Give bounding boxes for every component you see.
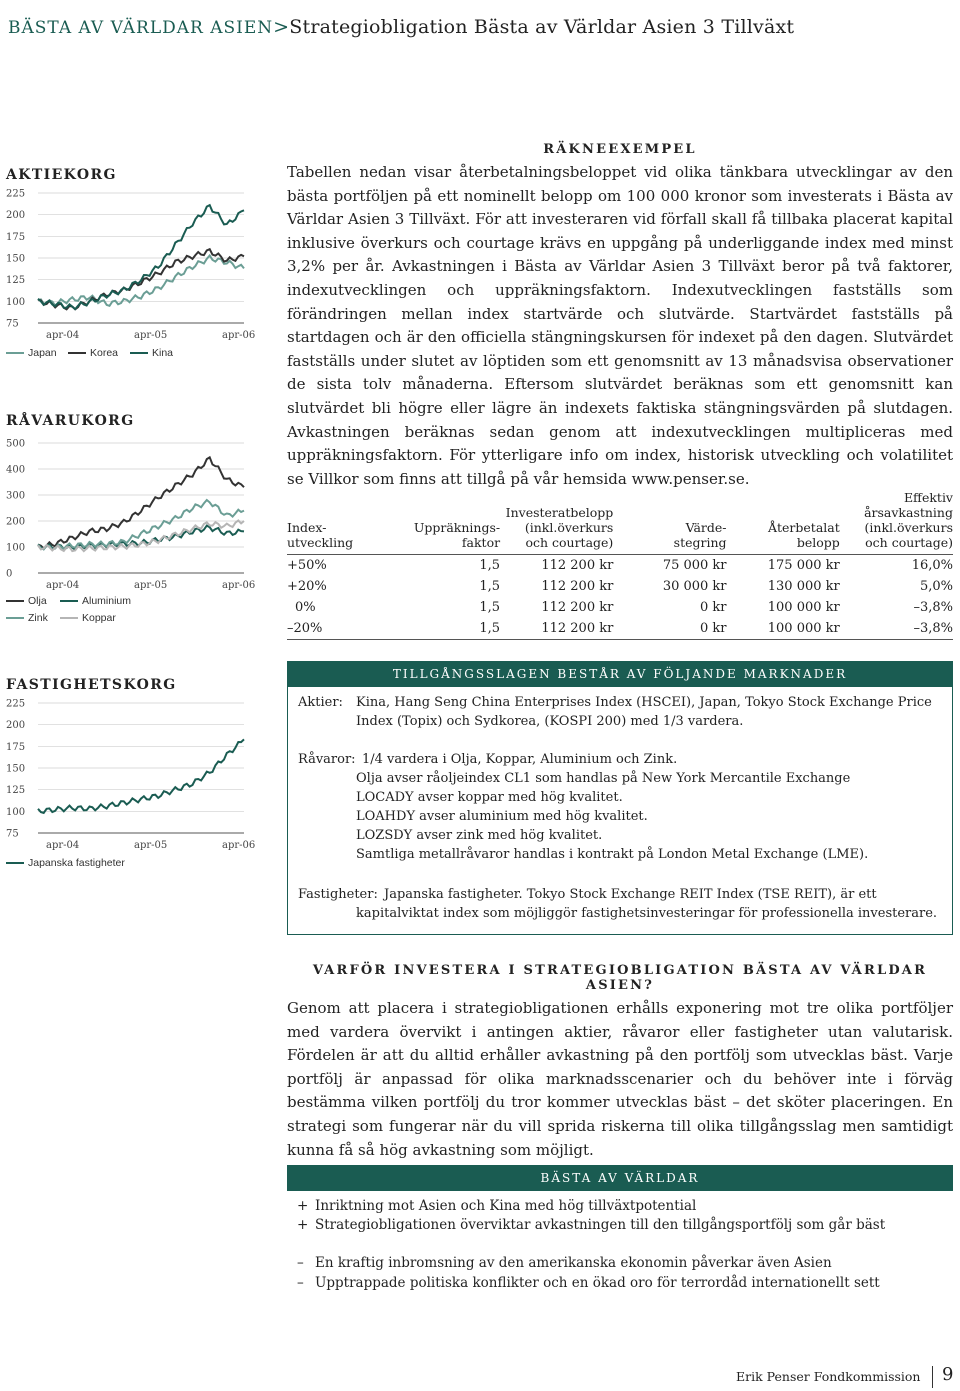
fastigheter-label: Fastigheter: bbox=[298, 887, 378, 902]
table-header-cell: Uppräknings- faktor bbox=[394, 490, 501, 555]
ravaror-line: LOCADY avser koppar med hög kvalitet. bbox=[356, 790, 623, 805]
page-header bbox=[8, 16, 794, 38]
chart-fastighetskorg bbox=[6, 677, 276, 877]
ravaror-line: 1/4 vardera i Olja, Koppar, Aluminium och Zink. bbox=[362, 752, 678, 767]
y-tick-label: 200 bbox=[6, 516, 26, 528]
con-item: – En kraftig inbromsning av den amerikanska ekonomin påverkar även Asien bbox=[297, 1255, 832, 1271]
table-cell: –3,8% bbox=[840, 618, 953, 640]
y-tick-label: 300 bbox=[6, 490, 26, 502]
x-tick-label: apr-05 bbox=[134, 840, 168, 851]
y-tick-label: 0 bbox=[6, 568, 13, 580]
series-line-kina bbox=[38, 205, 244, 309]
chart-title: FASTIGHETSKORG bbox=[6, 677, 177, 693]
table-cell: 112 200 kr bbox=[500, 618, 613, 640]
table-header-cell: Värde- stegring bbox=[613, 490, 726, 555]
x-tick-label: apr-05 bbox=[134, 580, 168, 591]
basta-banner bbox=[287, 1165, 953, 1191]
table-cell: 130 000 kr bbox=[767, 579, 840, 594]
chart-plot-aktiekorg bbox=[6, 185, 256, 355]
y-tick-label: 125 bbox=[6, 275, 26, 287]
table-cell: 1,5 bbox=[394, 618, 501, 640]
y-tick-label: 200 bbox=[6, 720, 26, 732]
footer-divider bbox=[932, 1366, 933, 1388]
chart-title: RÅVARUKORG bbox=[6, 413, 135, 429]
x-tick-label: apr-04 bbox=[46, 330, 80, 341]
tillgangsslag-box bbox=[287, 687, 953, 935]
table-cell: –20% bbox=[287, 618, 394, 640]
basta-bullets bbox=[287, 1195, 953, 1305]
page-title: Strategiobligation Bästa av Världar Asien 3 Tillväxt bbox=[289, 16, 795, 38]
series-line-japanska-fastigheter bbox=[38, 739, 244, 813]
y-tick-label: 225 bbox=[6, 698, 26, 710]
y-tick-label: 200 bbox=[6, 210, 26, 222]
varfor-paragraph: Genom att placera i strategiobligationen erhålls exponering mot tre olika portföljer med vardera övervikt i antingen aktier, råvaror eller fastigheter utan valutarisk. Fördelen är att du alltid erhåller avkastning på den portfölj som utvecklas bäst. Varje portfölj är anpassad för olika marknadsscenarier och du behöver inte i förväg bestämma vilken portfölj du tror kommer utvecklas bäst – det sköter placeringen. En strategi som fungerar när du vill sprida riskerna till olika tillgångsslag men samtidigt kunna få så hög avkastning som möjligt. bbox=[287, 999, 953, 1159]
table-cell: +20% bbox=[287, 579, 327, 594]
table-header-cell: Återbetalat belopp bbox=[727, 490, 840, 555]
x-tick-label: apr-05 bbox=[134, 330, 168, 341]
table-row bbox=[287, 555, 953, 577]
y-tick-label: 100 bbox=[6, 806, 26, 818]
table-cell: –3,8% bbox=[913, 600, 953, 615]
legend-item-zink: Zink bbox=[6, 612, 48, 624]
y-tick-label: 175 bbox=[6, 741, 26, 753]
y-tick-label: 225 bbox=[6, 188, 26, 200]
rakneexempel-table bbox=[287, 490, 953, 640]
aktier-line: Kina, Hang Seng China Enterprises Index (HSCEI), Japan, Tokyo Stock Exchange Price bbox=[356, 695, 932, 710]
pro-item: + Strategiobligationen överviktar avkastningen till den tillgångsportfölj som går bäst bbox=[297, 1217, 886, 1233]
y-tick-label: 150 bbox=[6, 253, 26, 265]
ravaror-line: LOAHDY avser aluminium med hög kvalitet. bbox=[356, 809, 648, 824]
breadcrumb-category: BÄSTA AV VÄRLDAR ASIEN bbox=[8, 18, 274, 38]
footer-page-number: 9 bbox=[942, 1364, 954, 1385]
footer-company: Erik Penser Fondkommission bbox=[736, 1369, 921, 1384]
section-heading: BÄSTA AV VÄRLDAR bbox=[540, 1171, 700, 1185]
y-tick-label: 150 bbox=[6, 763, 26, 775]
rakneexempel-section bbox=[287, 142, 953, 491]
table-header-cell: Effektiv årsavkastning (inkl.överkurs och courtage) bbox=[840, 490, 953, 555]
chart-legend bbox=[6, 595, 256, 631]
table-cell: 0% bbox=[295, 600, 316, 615]
table-cell: +50% bbox=[287, 558, 327, 573]
legend-item-aluminium: Aluminium bbox=[60, 595, 131, 607]
ravaror-line: LOZSDY avser zink med hög kvalitet. bbox=[356, 828, 603, 843]
table-cell: 75 000 kr bbox=[662, 558, 727, 573]
table-cell: 16,0% bbox=[911, 558, 953, 573]
legend-item-korea: Korea bbox=[68, 347, 118, 359]
aktier-line: Index (Topix) och Sydkorea, (KOSPI 200) med 1/3 vardera. bbox=[356, 714, 744, 729]
table-cell: 30 000 kr bbox=[662, 579, 727, 594]
legend-item-japanska-fastigheter: Japanska fastigheter bbox=[6, 857, 125, 869]
legend-item-koppar: Koppar bbox=[60, 612, 116, 624]
fastigheter-line: Japanska fastigheter. Tokyo Stock Exchange REIT Index (TSE REIT), är ett bbox=[384, 887, 877, 902]
table-header-cell: Index- utveckling bbox=[287, 490, 394, 555]
y-tick-label: 75 bbox=[6, 828, 19, 840]
table-cell: 0 kr bbox=[700, 600, 727, 615]
table-cell: 112 200 kr bbox=[541, 558, 614, 573]
chart-plot-ravarukorg bbox=[6, 435, 256, 605]
tillgangsslag-banner bbox=[287, 661, 953, 687]
legend-item-olja: Olja bbox=[6, 595, 47, 607]
table-cell: 0 kr bbox=[613, 618, 726, 640]
fastigheter-line: kapitalviktat index som möjliggör fastighetsinvesteringar för professionella investerare. bbox=[356, 906, 938, 921]
x-tick-label: apr-06 bbox=[222, 840, 256, 851]
chart-ravarukorg bbox=[6, 413, 276, 633]
section-heading: VARFÖR INVESTERA I STRATEGIOBLIGATION BÄSTA AV VÄRLDAR ASIEN? bbox=[312, 963, 928, 993]
y-tick-label: 175 bbox=[6, 231, 26, 243]
chart-title: AKTIEKORG bbox=[6, 167, 117, 183]
legend-item-kina: Kina bbox=[130, 347, 173, 359]
fastigheter-row bbox=[298, 885, 942, 925]
y-tick-label: 75 bbox=[6, 318, 19, 330]
rakneexempel-paragraph: Tabellen nedan visar återbetalningsbeloppet vid olika tänkbara utvecklingar av den bästa portföljen på ett nominellt belopp om 100 000 kronor som investerats i Bästa av Världar Asien 3 Tillväxt. För att investeraren vid förfall skall få tillbaka placerat kapital inklusive överkurs och courtage krävs en uppgång på underliggande index med minst 3,2% per år. Avkastningen i Bästa av Världar Asien 3 Tillväxt beror på två faktorer, indexutvecklingen och uppräkningsfaktorn. Indexutvecklingen fastställs som förändringen mellan index startvärde och slutvärde. Startvärdet fastställs på startdagen och är den officiella stängningskursen för indexet på den dagen. Slutvärdet fastställs under slutet av löptiden som ett genomsnitt av 13 månadsvisa observationer de sista tolv månaderna. Eftersom slutvärdet beräknas som ett genomsnitt kan slutvärdet bli högre eller lägre än indexets faktiska stängningsvärden på slutdagen. Avkastningen beräknas sedan genom att indexutvecklingen multipliceras med uppräkningsfaktorn. För ytterligare info om index, historisk utveckling och volatilitet se Villkor som finns att tillgå på vår hemsida www.penser.se. bbox=[287, 163, 953, 488]
breadcrumb-separator: > bbox=[273, 16, 290, 38]
table-header-cell: Investeratbelopp (inkl.överkurs och courtage) bbox=[500, 490, 613, 555]
y-tick-label: 500 bbox=[6, 438, 26, 450]
section-heading: TILLGÅNGSSLAGEN BESTÅR AV FÖLJANDE MARKNADER bbox=[392, 667, 848, 681]
table-cell: 1,5 bbox=[479, 600, 501, 615]
aktier-label: Aktier: bbox=[298, 695, 343, 710]
table-cell: 1,5 bbox=[479, 558, 501, 573]
table-cell: 5,0% bbox=[919, 579, 953, 594]
con-item: – Upptrappade politiska konflikter och en ökad oro för terrordåd internationellt sett bbox=[297, 1275, 880, 1291]
y-tick-label: 125 bbox=[6, 785, 26, 797]
legend-item-japan: Japan bbox=[6, 347, 57, 359]
varfor-section bbox=[287, 963, 953, 1162]
ravaror-row bbox=[298, 750, 942, 866]
table-cell: 1,5 bbox=[479, 579, 501, 594]
x-tick-label: apr-06 bbox=[222, 580, 256, 591]
section-heading: RÄKNEEXEMPEL bbox=[543, 142, 697, 157]
ravaror-label: Råvaror: bbox=[298, 752, 356, 767]
x-tick-label: apr-04 bbox=[46, 840, 80, 851]
table-cell: 100 000 kr bbox=[767, 600, 840, 615]
chart-aktiekorg bbox=[6, 167, 276, 367]
chart-legend bbox=[6, 347, 256, 363]
pro-item: + Inriktning mot Asien och Kina med hög tillväxtpotential bbox=[297, 1198, 697, 1214]
y-tick-label: 400 bbox=[6, 464, 26, 476]
table-cell: 112 200 kr bbox=[541, 579, 614, 594]
y-tick-label: 100 bbox=[6, 542, 26, 554]
table-cell: 112 200 kr bbox=[541, 600, 614, 615]
ravaror-line: Samtliga metallråvaror handlas i kontrakt på London Metal Exchange (LME). bbox=[356, 847, 869, 862]
table-row bbox=[287, 618, 953, 640]
ravaror-line: Olja avser råoljeindex CL1 som handlas på New York Mercantile Exchange bbox=[356, 771, 851, 786]
y-tick-label: 100 bbox=[6, 296, 26, 308]
table-row bbox=[287, 597, 953, 618]
chart-legend bbox=[6, 857, 256, 873]
x-tick-label: apr-04 bbox=[46, 580, 80, 591]
table-row bbox=[287, 576, 953, 597]
x-tick-label: apr-06 bbox=[222, 330, 256, 341]
aktier-row bbox=[298, 693, 942, 733]
table-cell: 175 000 kr bbox=[767, 558, 840, 573]
table-cell: 100 000 kr bbox=[727, 618, 840, 640]
chart-plot-fastighetskorg bbox=[6, 695, 256, 865]
table-header-row bbox=[287, 490, 953, 555]
